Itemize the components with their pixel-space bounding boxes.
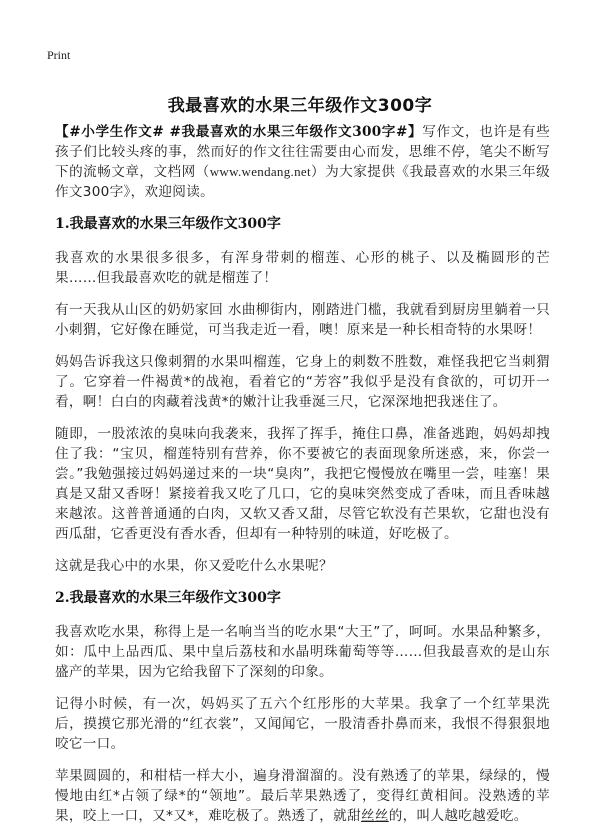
paragraph: 妈妈告诉我这只像刺猬的水果叫榴莲，它身上的刺数不胜数，难怪我把它当刺猬了。它穿着一件褐黄*的战袍，看着它的“芳容”我似乎是没有食欲的，可切开一看，啊！白白的肉藏着浅黄*的嫩汁让我垂涎三尺，它深深地把我迷住了。 xyxy=(55,354,550,410)
article-body xyxy=(55,122,550,838)
site-link[interactable]: www.wendang.net xyxy=(209,164,311,179)
intro-paragraph xyxy=(55,122,550,202)
print-label: Print xyxy=(47,48,71,62)
paragraph: 我喜欢吃水果，称得上是一名响当当的吃水果“大王”了，呵呵。水果品种繁多，如：瓜中上品西瓜、果中皇后荔枝和水晶明珠葡萄等等……但我最喜欢的是山东盛产的苹果，因为它给我留下了深刻的印象。 xyxy=(55,624,550,680)
paragraph-text: 苹果圆圆的，和柑桔一样大小，遍身滑溜溜的。没有熟透了的苹果，绿绿的，慢慢地由红*占领了绿*的“领地”。最后苹果熟透了，变得红黄相间。没熟透的苹果，咬上一口，又*又*，难吃极了。熟透了，就甜 xyxy=(55,768,550,824)
intro-text-end: ）为大家提供《我最喜欢的水果三年级作文300字》，欢迎阅读。 xyxy=(55,164,550,200)
paragraph: 记得小时候，有一次，妈妈买了五六个红彤彤的大苹果。我拿了一个红苹果洗后，摸摸它那光滑的“红衣裳”，又闻闻它，一股清香扑鼻而来，我恨不得狠狠地咬它一口。 xyxy=(55,696,550,752)
paragraph: 有一天我从山区的奶奶家回 水曲柳街内，刚踏进门槛，我就看到厨房里躺着一只小刺猬，它好像在睡觉，可当我走近一看，噢！原来是一种长相奇特的水果呀！ xyxy=(55,302,550,338)
underlined-text: 丝丝 xyxy=(360,808,389,824)
intro-tag: 【#小学生作文# #我最喜欢的水果三年级作文300字#】 xyxy=(55,124,423,140)
page-title: 我最喜欢的水果三年级作文300字 xyxy=(167,96,433,117)
paragraph-text-end: 的，叫人越吃越爱吃。 xyxy=(388,808,528,824)
paragraph xyxy=(55,766,550,826)
paragraph: 这就是我心中的水果，你又爱吃什么水果呢？ xyxy=(55,558,333,574)
paragraph: 随即，一股浓浓的臭味向我袭来，我挥了挥手，掩住口鼻，准备逃跑，妈妈却拽住了我：“宝贝，榴莲特别有营养，你不要被它的表面现象所迷惑，来，你尝一尝。”我勉强接过妈妈递过来的一块“臭肉”，我把它慢慢放在嘴里一尝，哇塞！果真是又甜又香呀！紧接着我又吃了几口，它的臭味突然变成了香味，而且香味越来越浓。这普普通通的白肉，又软又香又甜，尽管它软没有芒果软，它甜也没有西瓜甜，它香更没有香水香，但却有一种特别的味道，好吃极了。 xyxy=(55,426,550,542)
section-heading-2: 2.我最喜欢的水果三年级作文300字 xyxy=(55,590,281,606)
section-heading-1: 1.我最喜欢的水果三年级作文300字 xyxy=(55,216,281,232)
intro-text: 写作文，也许是有些孩子们比较头疼的事，然而好的作文往往需要由心而发，思维不停，笔尖不断写下的流畅文章，文档网（ xyxy=(55,124,550,180)
paragraph: 我喜欢的水果很多很多，有浑身带刺的榴莲、心形的桃子、以及椭圆形的芒果……但我最喜欢吃的就是榴莲了！ xyxy=(55,250,550,286)
